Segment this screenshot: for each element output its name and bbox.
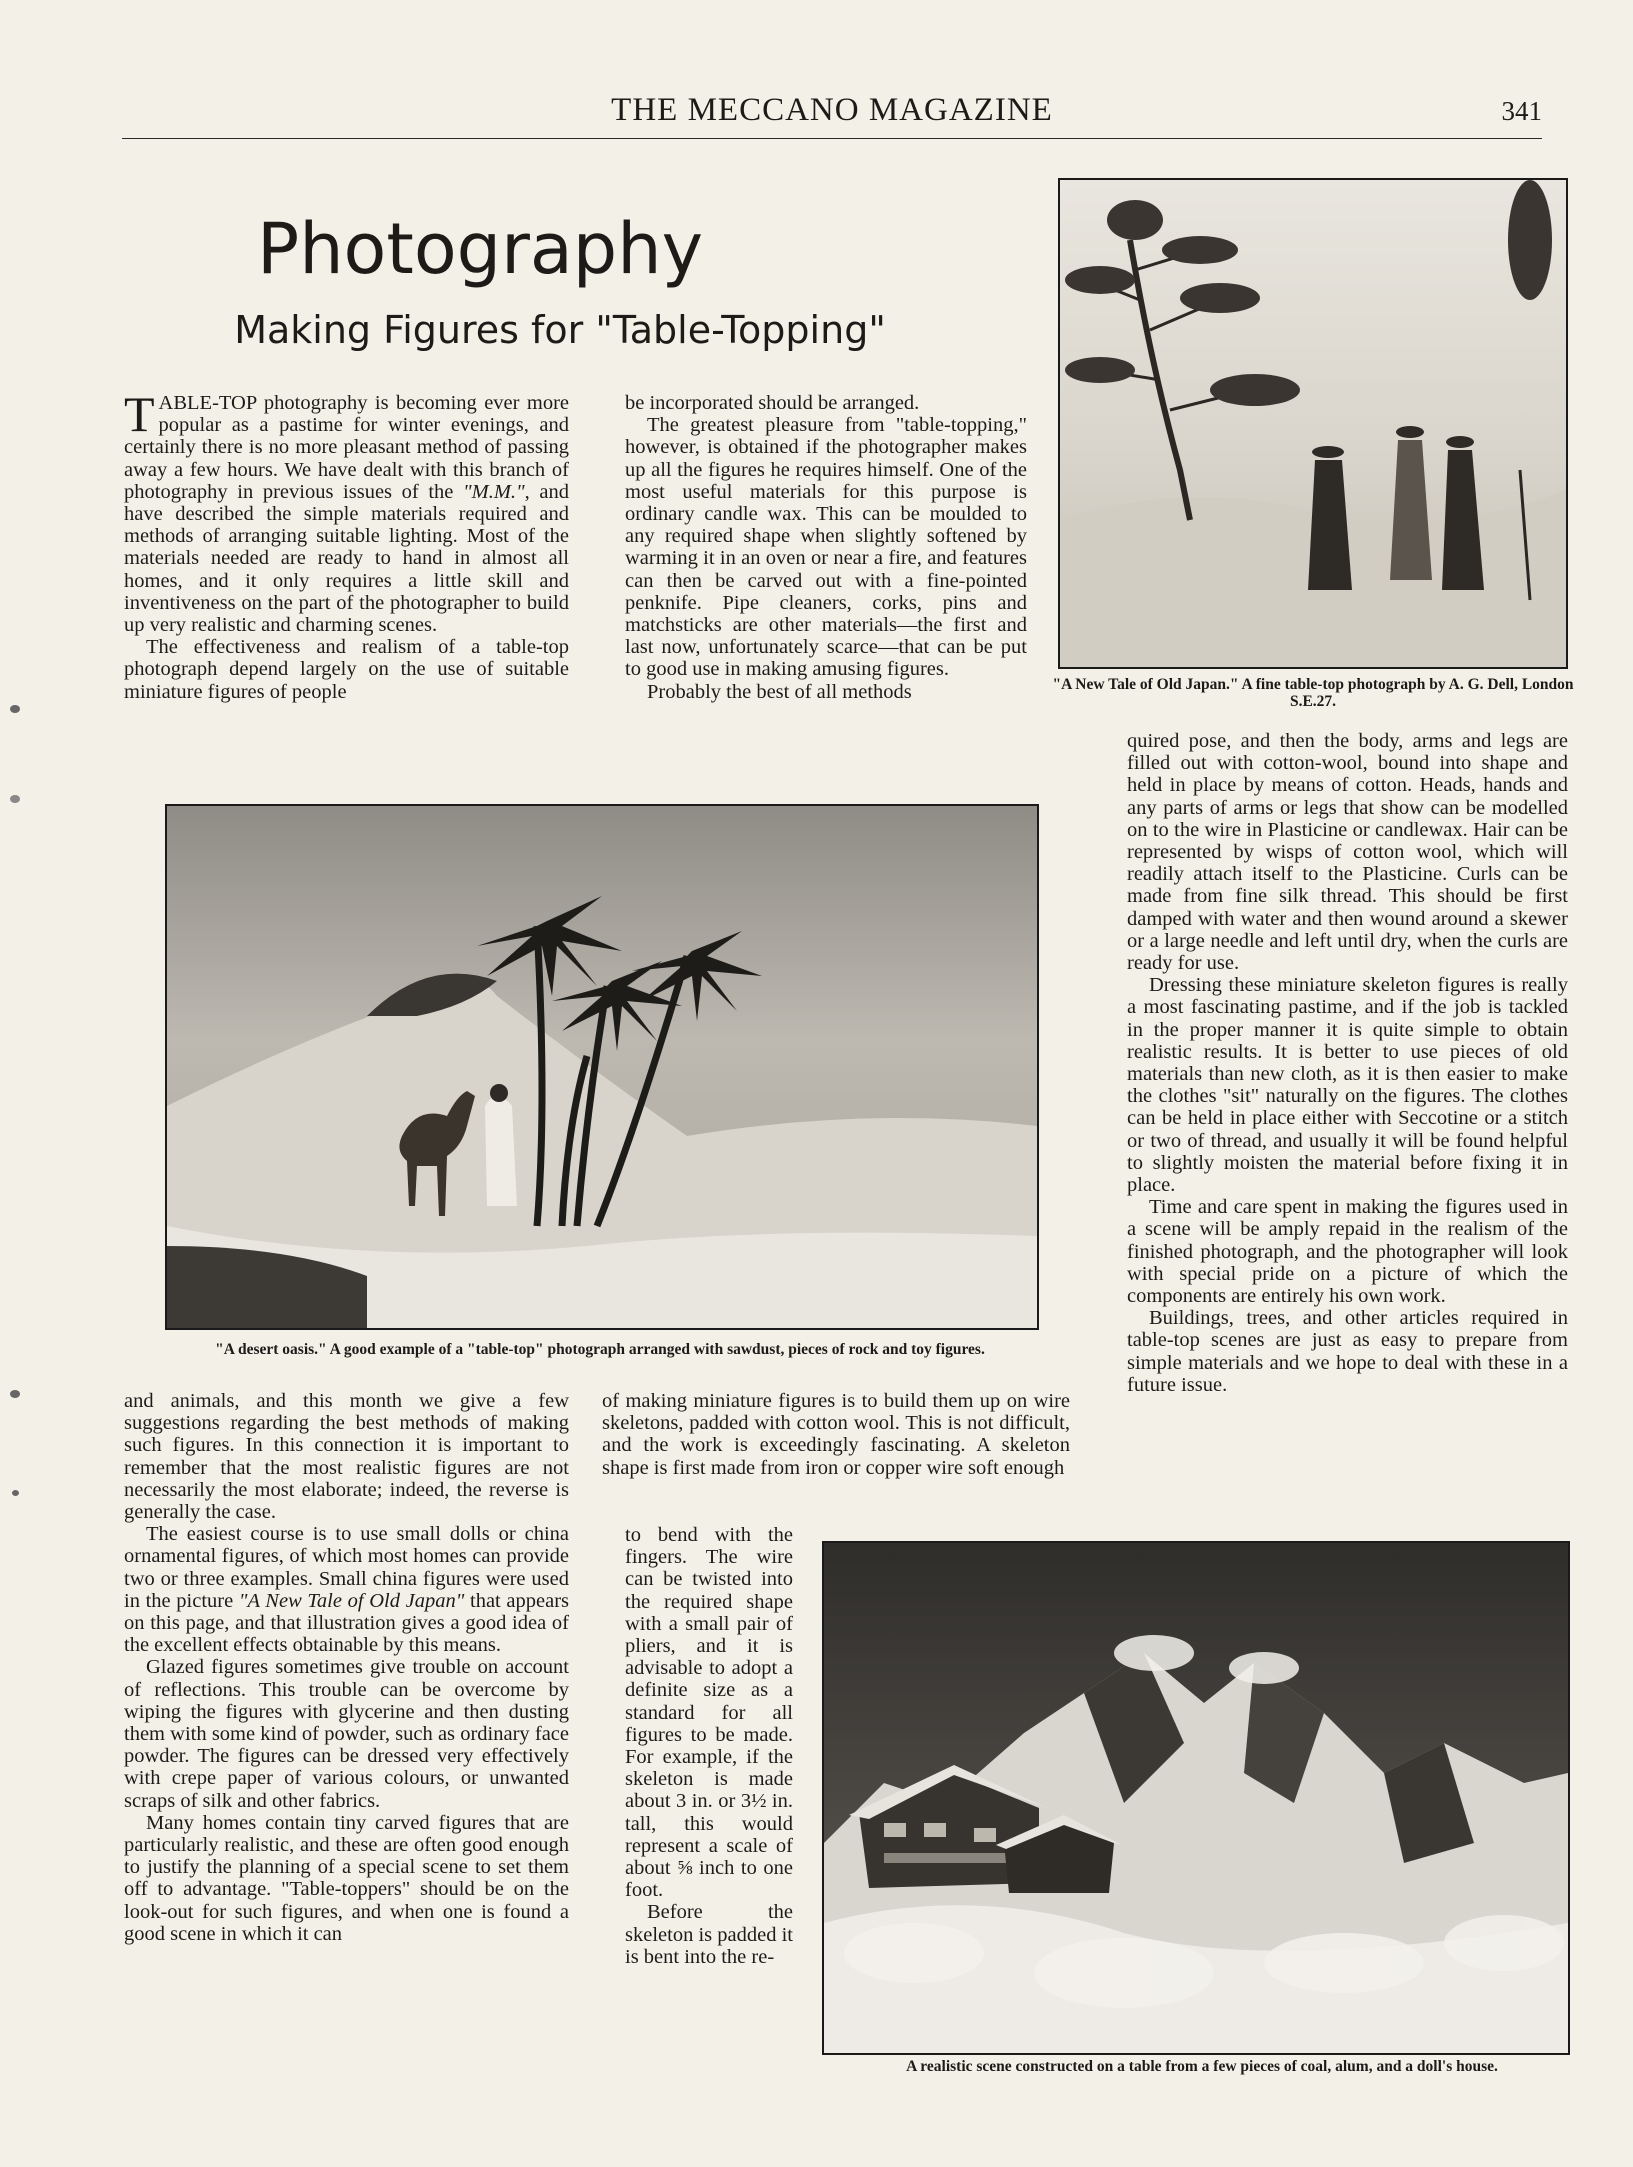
caption-japan: "A New Tale of Old Japan." A fine table-top photograph by A. G. Dell, London S.E.27.	[1052, 676, 1574, 710]
photo-new-tale-of-old-japan	[1058, 178, 1568, 669]
margin-speck	[10, 705, 20, 713]
paragraph: Before the skeleton is padded it is bent into the re-	[625, 1901, 793, 1968]
article-subtitle: Making Figures for "Table-Topping"	[234, 308, 886, 352]
margin-speck	[12, 1490, 19, 1496]
column-1-top	[124, 392, 569, 770]
paragraph: Dressing these miniature skeleton figures is really a most fascinating pastime, and if the job is tackled in the proper manner it is quite simple to obtain realistic results. It is better to use pieces of old materials than new cloth, as it is then easier to make the clothes "sit" naturally on the figures. The clothes can be held in place either with Seccotine or a stitch or two of thread, and usually it will be found helpful to slightly moisten the material before fixing it in place.	[1127, 974, 1568, 1197]
column-3	[1127, 730, 1568, 1510]
caption-alpine: A realistic scene constructed on a table from a few pieces of coal, alum, and a doll's house.	[906, 2058, 1498, 2075]
paragraph: to bend with the fingers. The wire can be twisted into the required shape with a small pair of pliers, and it is advisable to adopt a definite size as a standard for all figures to be made. For example, if the skeleton is made about 3 in. or 3½ in. tall, this would represent a scale of about ⅝ inch to one foot.	[625, 1524, 793, 1902]
page-number: 341	[1501, 96, 1542, 126]
paragraph: TABLE-TOP photography is becoming ever more popular as a pastime for winter evenings, and certainly there is no more pleasant method of passing away a few hours. We have dealt with this branch of photography in previous issues of the "M.M.", and have described the simple materials required and methods of arranging suitable lighting. Most of the materials needed are ready to hand in almost all homes, and it only requires a little skill and inventiveness on the part of the photographer to build up very realistic and charming scenes.	[124, 392, 569, 637]
paragraph: Probably the best of all methods	[647, 680, 912, 703]
photo-alpine-scene	[822, 1541, 1570, 2055]
paragraph: be incorporated should be arranged.	[625, 392, 920, 414]
paragraph: Many homes contain tiny carved figures that are particularly realistic, and these are often good enough to justify the planning of a special scene to set them off to advantage. "Table-toppers" should be on the look-out for such figures, and when one is found a good scene in which it can	[124, 1811, 569, 1945]
paragraph: of making miniature figures is to build them up on wire skeletons, padded with cotton wool. This is not difficult, and the work is exceedingly fascinating. A skeleton shape is first made from iron or copper wire soft enough	[602, 1390, 1070, 1479]
paragraph: Buildings, trees, and other articles required in table-top scenes are just as easy to prepare from simple materials and we hope to deal with these in a future issue.	[1127, 1307, 1568, 1396]
paragraph: The easiest course is to use small dolls or china ornamental figures, of which most homes can provide two or three examples. Small china figures were used in the picture "A New Tale of Old Japan" that appears on this page, and that illustration gives a good idea of the excellent effects obtainable by this means.	[124, 1523, 569, 1657]
margin-speck	[10, 1390, 20, 1398]
margin-speck	[10, 795, 20, 803]
paragraph: quired pose, and then the body, arms and legs are filled out with cotton-wool, bound into shape and held in place by means of cotton. Heads, hands and any parts of arms or legs that show can be modelled on to the wire in Plasticine or candlewax. Hair can be represented by wisps of cotton wool, which will readily attach itself to the Plasticine. Curls can be made from fine silk thread. This should be first damped with water and then wound around a skewer or a large needle and left until dry, when the curls are ready for use.	[1127, 730, 1568, 975]
photo-desert-oasis	[165, 804, 1039, 1330]
paragraph: and animals, and this month we give a few suggestions regarding the best methods of making such figures. In this connection it is important to remember that the most realistic figures are not necessarily the most elaborate; indeed, the reverse is generally the case.	[124, 1390, 569, 1524]
column-2-bottom-narrow	[625, 1524, 793, 2094]
column-2-top	[625, 392, 1027, 770]
article-title: Photography	[256, 208, 703, 290]
paragraph: The effectiveness and realism of a table-top photograph depend largely on the use of suitable miniature figures of people	[124, 636, 569, 703]
paragraph: The greatest pleasure from "table-topping," however, is obtained if the photographer makes up all the figures he requires himself. One of the most useful materials for this purpose is ordinary candle wax. This can be moulded to any required shape when slightly softened by warming it in an oven or near a fire, and features can then be carved out with a fine-pointed penknife. Pipe cleaners, corks, pins and matchsticks are other materials—the first and last now, unfortunately scarce—that can be put to good use in making amusing figures.	[625, 414, 1027, 681]
running-head: THE MECCANO MAGAZINE	[611, 92, 1053, 128]
paragraph: Glazed figures sometimes give trouble on account of reflections. This trouble can be overcome by wiping the figures with glycerine and then dusting them with some kind of powder, such as ordinary face powder. The figures can be dressed very effectively with crepe paper of various colours, or unwanted scraps of silk and other fabrics.	[124, 1656, 569, 1812]
column-2-bottom-wide	[602, 1390, 1070, 1524]
caption-oasis: "A desert oasis." A good example of a "table-top" photograph arranged with sawdust, pieces of rock and toy figures.	[215, 1341, 985, 1358]
page-header	[122, 92, 1542, 139]
drop-cap: T	[124, 392, 155, 442]
paragraph: Time and care spent in making the figures used in a scene will be amply repaid in the realism of the finished photograph, and the photographer will look with special pride on a picture of which the components are entirely his own work.	[1127, 1196, 1568, 1308]
column-1-bottom	[124, 1390, 569, 2090]
